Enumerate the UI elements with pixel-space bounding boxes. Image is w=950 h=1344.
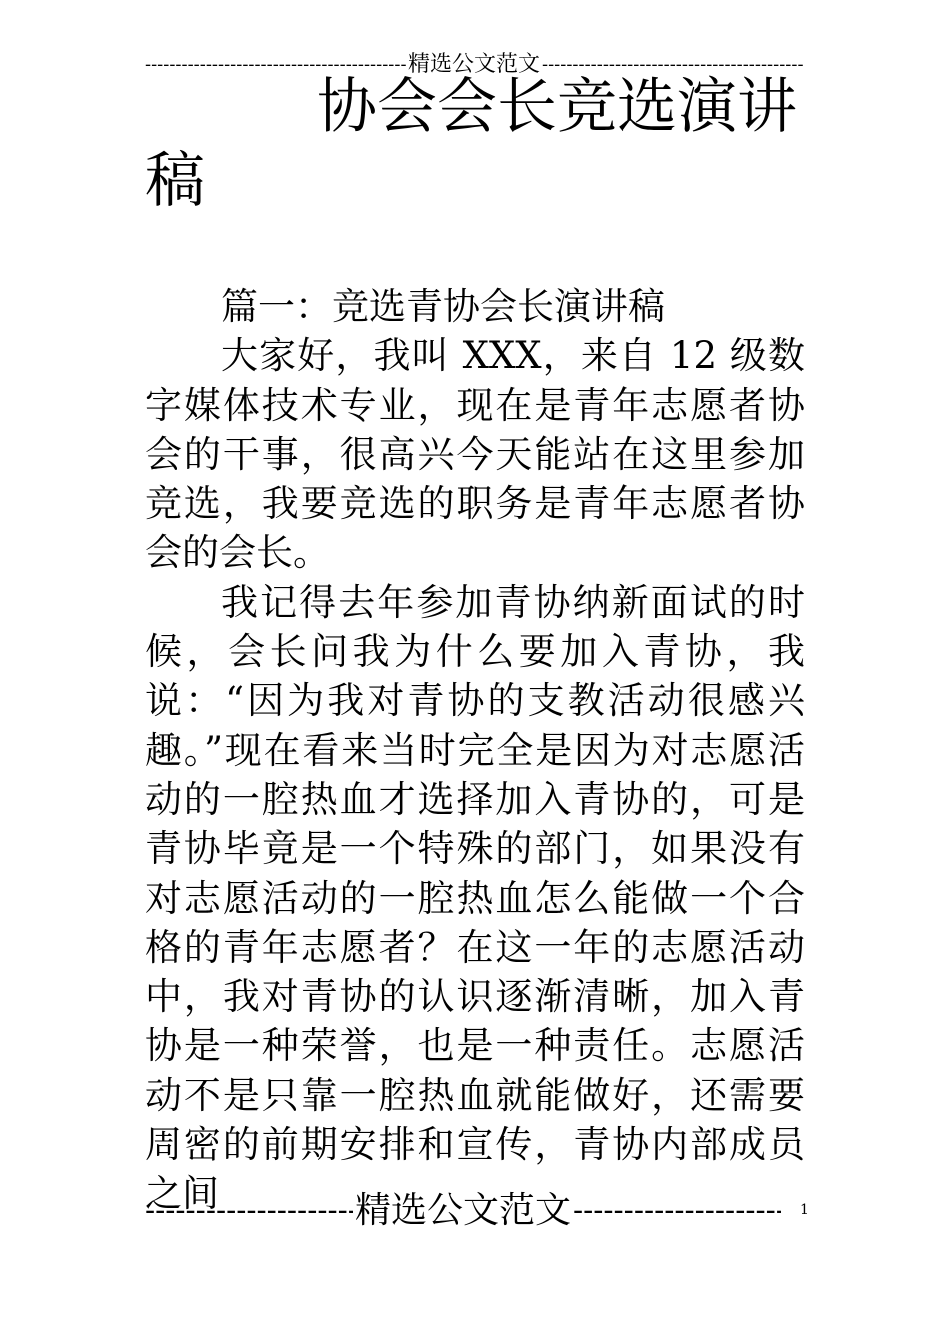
section-heading: 篇一：竞选青协会长演讲稿 xyxy=(221,285,665,328)
document-body xyxy=(145,282,805,1219)
title-line-1 xyxy=(145,70,805,144)
footer-text: 精选公文范文 xyxy=(354,1190,571,1231)
body-paragraph: 大家好，我叫 XXX，来自 12 级数字媒体技术专业，现在是青年志愿者协会的干事，很高兴今天能站在这里参加竞选，我要竞选的职务是青年志愿者协会的会长。 xyxy=(145,334,805,575)
title-line-1-text: 协会会长竞选演讲 xyxy=(317,72,797,142)
header-text: 精选公文范文 xyxy=(407,52,540,77)
page-number: 1 xyxy=(800,1202,809,1218)
title-line-2: 稿 xyxy=(145,146,205,216)
footer-dashes-right xyxy=(573,1186,781,1236)
page-footer xyxy=(145,1186,781,1236)
body-paragraph: 我记得去年参加青协纳新面试的时候，会长问我为什么要加入青协，我说：“因为我对青协的支教活动很感兴趣。”现在看来当时完全是因为对志愿活动的一腔热血才选择加入青协的，可是青协毕竟是一个特殊的部门，如果没有对志愿活动的一腔热血怎么能做一个合格的青年志愿者？在这一年的志愿活动中，我对青协的认识逐渐清晰，加入青协是一种荣誉，也是一种责任。志愿活动不是只靠一腔热血就能做好，还需要周密的前期安排和宣传，青协内部成员之间 xyxy=(145,580,805,1216)
document-title xyxy=(145,70,805,218)
footer-dashes-left xyxy=(145,1186,353,1236)
